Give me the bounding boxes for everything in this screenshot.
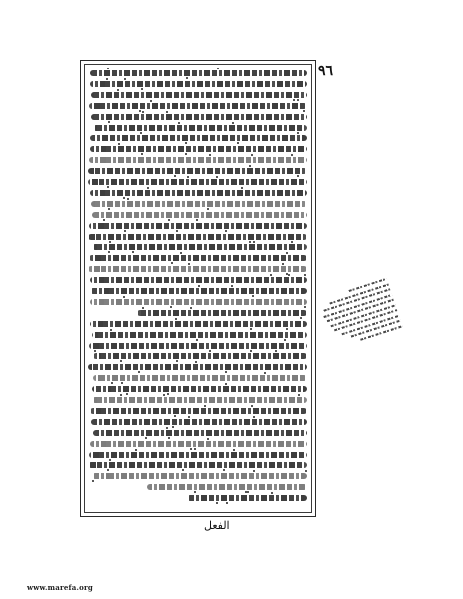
- manuscript-line: [88, 266, 307, 272]
- diacritic-dot: [117, 89, 119, 91]
- diacritic-dot: [110, 329, 112, 331]
- diacritic-dot: [190, 307, 192, 309]
- diacritic-dot: [286, 328, 288, 330]
- diacritic-dot: [138, 371, 140, 373]
- diacritic-dot: [168, 437, 170, 439]
- manuscript-line: [90, 299, 307, 305]
- diacritic-dot: [225, 230, 227, 232]
- diacritic-dot: [249, 165, 251, 167]
- manuscript-line: [92, 212, 307, 218]
- diacritic-dot: [108, 251, 110, 253]
- diacritic-dot: [172, 426, 174, 428]
- manuscript-line: [92, 473, 307, 479]
- diacritic-dot: [108, 208, 110, 210]
- manuscript-line: [92, 332, 307, 338]
- diacritic-dot: [190, 448, 192, 450]
- diacritic-dot: [171, 262, 173, 264]
- diacritic-dot: [180, 252, 182, 254]
- manuscript-line: [91, 419, 307, 425]
- diacritic-dot: [123, 197, 125, 199]
- diacritic-dot: [297, 175, 299, 177]
- diacritic-dot: [108, 121, 110, 123]
- diacritic-dot: [223, 469, 225, 471]
- manuscript-line: [92, 386, 307, 392]
- diacritic-dot: [225, 371, 227, 373]
- diacritic-dot: [182, 469, 184, 471]
- diacritic-dot: [226, 502, 228, 504]
- diacritic-dot: [103, 219, 105, 221]
- diacritic-dot: [185, 142, 187, 144]
- diacritic-dot: [195, 361, 197, 363]
- diacritic-dot: [204, 405, 206, 407]
- diacritic-dot: [241, 187, 243, 189]
- diacritic-dot: [237, 142, 239, 144]
- diacritic-dot: [109, 241, 111, 243]
- manuscript-line: [89, 452, 307, 458]
- diacritic-dot: [166, 427, 168, 429]
- manuscript-line: [88, 462, 307, 468]
- diacritic-dot: [132, 251, 134, 253]
- diacritic-dot: [217, 68, 219, 69]
- diacritic-dot: [145, 437, 147, 439]
- manuscript-line: [90, 135, 307, 141]
- diacritic-dot: [127, 198, 129, 200]
- manuscript-line: [89, 103, 307, 109]
- marginal-note: [318, 277, 407, 357]
- diacritic-dot: [147, 187, 149, 189]
- diacritic-dot: [174, 415, 176, 417]
- diacritic-dot: [247, 491, 249, 493]
- manuscript-line: [89, 157, 307, 163]
- diacritic-dot: [176, 360, 178, 362]
- diacritic-dot: [194, 491, 196, 493]
- diacritic-dot: [176, 230, 178, 232]
- manuscript-line: [90, 408, 307, 414]
- manuscript-line: [88, 364, 307, 370]
- diacritic-dot: [298, 394, 300, 396]
- diacritic-dot: [118, 143, 120, 145]
- manuscript-line: [89, 255, 307, 261]
- footer-site-url: www.marefa.org: [27, 583, 93, 592]
- diacritic-dot: [126, 393, 128, 395]
- diacritic-dot: [123, 296, 125, 298]
- manuscript-line: [90, 81, 307, 87]
- diacritic-dot: [120, 360, 122, 362]
- manuscript-text-block: [88, 68, 307, 508]
- manuscript-line: [90, 190, 307, 196]
- diacritic-dot: [170, 306, 172, 308]
- diacritic-dot: [121, 382, 123, 384]
- diacritic-dot: [209, 350, 211, 352]
- diacritic-dot: [271, 492, 273, 494]
- manuscript-line: [93, 125, 307, 131]
- diacritic-dot: [198, 285, 200, 287]
- diacritic-dot: [187, 176, 189, 178]
- catchword: الفعل: [204, 519, 230, 532]
- diacritic-dot: [304, 274, 306, 276]
- diacritic-dot: [178, 122, 180, 124]
- diacritic-dot: [140, 132, 142, 134]
- manuscript-line: [92, 244, 307, 250]
- diacritic-dot: [305, 470, 307, 472]
- diacritic-dot: [106, 78, 108, 80]
- diacritic-dot: [300, 317, 302, 319]
- diacritic-dot: [196, 219, 198, 221]
- diacritic-dot: [207, 208, 209, 210]
- diacritic-dot: [232, 122, 234, 124]
- diacritic-dot: [251, 405, 253, 407]
- manuscript-line: [147, 484, 307, 490]
- diacritic-dot: [166, 111, 168, 113]
- diacritic-dot: [94, 350, 96, 352]
- diacritic-dot: [188, 263, 190, 265]
- diacritic-dot: [304, 306, 306, 308]
- manuscript-line: [91, 201, 307, 207]
- diacritic-dot: [175, 318, 177, 320]
- diacritic-dot: [188, 416, 190, 418]
- diacritic-dot: [284, 339, 286, 341]
- diacritic-dot: [249, 241, 251, 243]
- diacritic-dot: [297, 99, 299, 101]
- diacritic-dot: [253, 241, 255, 243]
- manuscript-line: [90, 321, 307, 327]
- page-number: ٩٦: [318, 63, 334, 79]
- manuscript-line: [89, 343, 307, 349]
- diacritic-dot: [270, 274, 272, 276]
- diacritic-dot: [252, 295, 254, 297]
- diacritic-dot: [135, 449, 137, 451]
- diacritic-dot: [185, 153, 187, 155]
- diacritic-dot: [150, 100, 152, 102]
- manuscript-line: [90, 70, 307, 76]
- manuscript-line: [90, 146, 307, 152]
- diacritic-dot: [196, 339, 198, 341]
- manuscript-line: [88, 168, 307, 174]
- manuscript-line: [137, 310, 307, 316]
- diacritic-dot: [209, 154, 211, 156]
- diacritic-dot: [216, 502, 218, 504]
- diacritic-dot: [231, 285, 233, 287]
- diacritic-dot: [194, 448, 196, 450]
- diacritic-dot: [253, 416, 255, 418]
- diacritic-dot: [167, 393, 169, 395]
- diacritic-dot: [92, 480, 94, 482]
- diacritic-dot: [107, 68, 109, 69]
- diacritic-dot: [120, 394, 122, 396]
- diacritic-dot: [250, 328, 252, 330]
- diacritic-dot: [253, 470, 255, 472]
- diacritic-dot: [107, 186, 109, 188]
- manuscript-line: [93, 375, 307, 381]
- manuscript-line: [90, 277, 307, 283]
- manuscript-line: [89, 223, 307, 229]
- diacritic-dot: [186, 77, 188, 79]
- diacritic-dot: [124, 230, 126, 232]
- diacritic-dot: [282, 263, 284, 265]
- manuscript-line: [90, 441, 307, 447]
- diacritic-dot: [124, 78, 126, 80]
- diacritic-dot: [275, 350, 277, 352]
- diacritic-dot: [286, 252, 288, 254]
- manuscript-line: [90, 288, 307, 294]
- diacritic-dot: [297, 132, 299, 134]
- diacritic-dot: [288, 274, 290, 276]
- diacritic-dot: [293, 99, 295, 101]
- diacritic-dot: [141, 88, 143, 90]
- manuscript-line: [91, 92, 307, 98]
- diacritic-dot: [291, 241, 293, 243]
- diacritic-dot: [109, 459, 111, 461]
- manuscript-line: [88, 179, 307, 185]
- diacritic-dot: [225, 383, 227, 385]
- diacritic-dot: [142, 111, 144, 113]
- diacritic-dot: [291, 154, 293, 156]
- manuscript-line: [187, 495, 307, 501]
- diacritic-dot: [163, 394, 165, 396]
- diacritic-dot: [174, 175, 176, 177]
- manuscript-line: [91, 114, 307, 120]
- diacritic-dot: [107, 469, 109, 471]
- diacritic-dot: [168, 219, 170, 221]
- manuscript-line: [92, 397, 307, 403]
- diacritic-dot: [142, 307, 144, 309]
- diacritic-dot: [141, 153, 143, 155]
- diacritic-dot: [207, 438, 209, 440]
- diacritic-dot: [264, 372, 266, 374]
- diacritic-dot: [233, 449, 235, 451]
- manuscript-line: [88, 234, 307, 240]
- manuscript-line: [93, 353, 307, 359]
- manuscript-line: [93, 430, 307, 436]
- diacritic-dot: [251, 154, 253, 156]
- diacritic-dot: [111, 382, 113, 384]
- diacritic-dot: [216, 176, 218, 178]
- diacritic-dot: [139, 110, 141, 112]
- diacritic-dot: [250, 350, 252, 352]
- diacritic-dot: [303, 110, 305, 112]
